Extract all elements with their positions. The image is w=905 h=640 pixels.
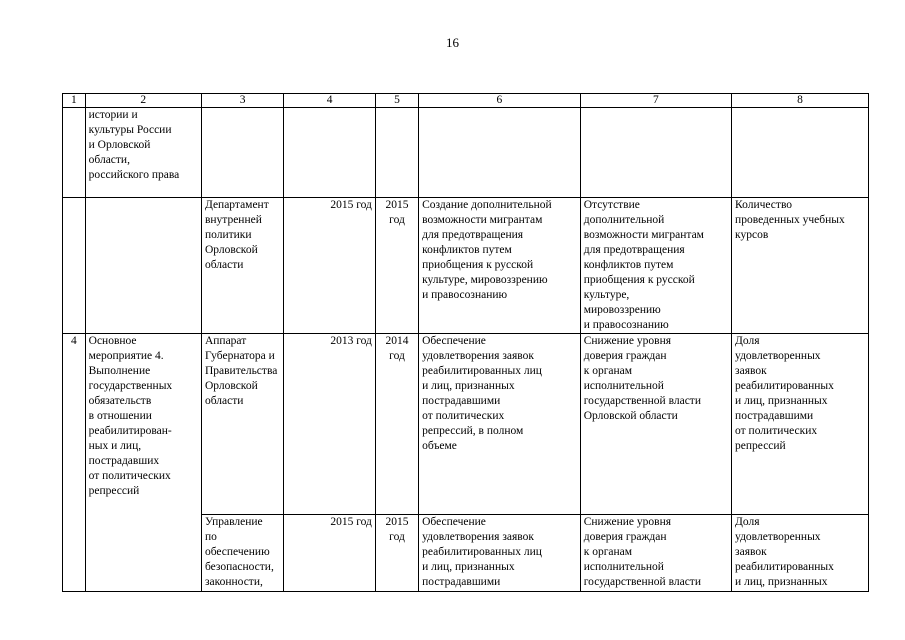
document-table xyxy=(62,93,869,592)
executor-cell: Аппарат Губернатора и Правительства Орловской области xyxy=(201,334,283,515)
end-year-cell xyxy=(375,108,418,198)
row-number-cell xyxy=(63,198,86,334)
start-year-cell: 2013 год xyxy=(284,334,376,515)
activity-cell xyxy=(85,198,201,334)
indicator-cell: Количество проведенных учебных курсов xyxy=(732,198,869,334)
executor-cell: Департамент внутренней политики Орловской области xyxy=(201,198,283,334)
column-header: 4 xyxy=(284,94,376,108)
start-year-cell: 2015 год xyxy=(284,515,376,592)
activity-cell: истории и культуры России и Орловской области, российского права xyxy=(85,108,201,198)
consequences-cell: Снижение уровня доверия граждан к органам исполнительной государственной власти xyxy=(580,515,731,592)
consequences-cell: Снижение уровня доверия граждан к органам исполнительной государственной власти Орловской области xyxy=(580,334,731,515)
column-header: 2 xyxy=(85,94,201,108)
start-year-cell xyxy=(284,108,376,198)
expected-result-cell: Обеспечение удовлетворения заявок реабилитированных лиц и лиц, признанных пострадавшими xyxy=(419,515,581,592)
column-header: 7 xyxy=(580,94,731,108)
end-year-cell: 2015 год xyxy=(375,515,418,592)
consequences-cell: Отсутствие дополнительной возможности мигрантам для предотвращения конфликтов путем приобщения к русской культуре, мировоззрению и правосознанию xyxy=(580,198,731,334)
column-header: 5 xyxy=(375,94,418,108)
table-row xyxy=(63,334,869,515)
indicator-cell xyxy=(732,108,869,198)
end-year-cell: 2015 год xyxy=(375,198,418,334)
row-number-cell xyxy=(63,108,86,198)
indicator-cell: Доля удовлетворенных заявок реабилитированных и лиц, признанных пострадавшими от политических репрессий xyxy=(732,334,869,515)
executor-cell xyxy=(201,108,283,198)
executor-cell: Управление по обеспечению безопасности, законности, xyxy=(201,515,283,592)
expected-result-cell: Создание дополнительной возможности мигрантам для предотвращения конфликтов путем приобщения к русской культуре, мировоззрению и правосознанию xyxy=(419,198,581,334)
table-row xyxy=(63,108,869,198)
column-header: 1 xyxy=(63,94,86,108)
start-year-cell: 2015 год xyxy=(284,198,376,334)
consequences-cell xyxy=(580,108,731,198)
end-year-cell: 2014 год xyxy=(375,334,418,515)
column-header: 6 xyxy=(419,94,581,108)
expected-result-cell xyxy=(419,108,581,198)
column-header: 3 xyxy=(201,94,283,108)
column-header: 8 xyxy=(732,94,869,108)
row-number-cell: 4 xyxy=(63,334,86,592)
indicator-cell: Доля удовлетворенных заявок реабилитированных и лиц, признанных xyxy=(732,515,869,592)
table-header-row xyxy=(63,94,869,108)
page-number: 16 xyxy=(446,35,459,50)
expected-result-cell: Обеспечение удовлетворения заявок реабилитированных лиц и лиц, признанных пострадавшими от политических репрессий, в полном объеме xyxy=(419,334,581,515)
table-row xyxy=(63,198,869,334)
activity-cell: Основное мероприятие 4. Выполнение государственных обязательств в отношении реабилитирован- ных и лиц, пострадавших от политических репрессий xyxy=(85,334,201,592)
